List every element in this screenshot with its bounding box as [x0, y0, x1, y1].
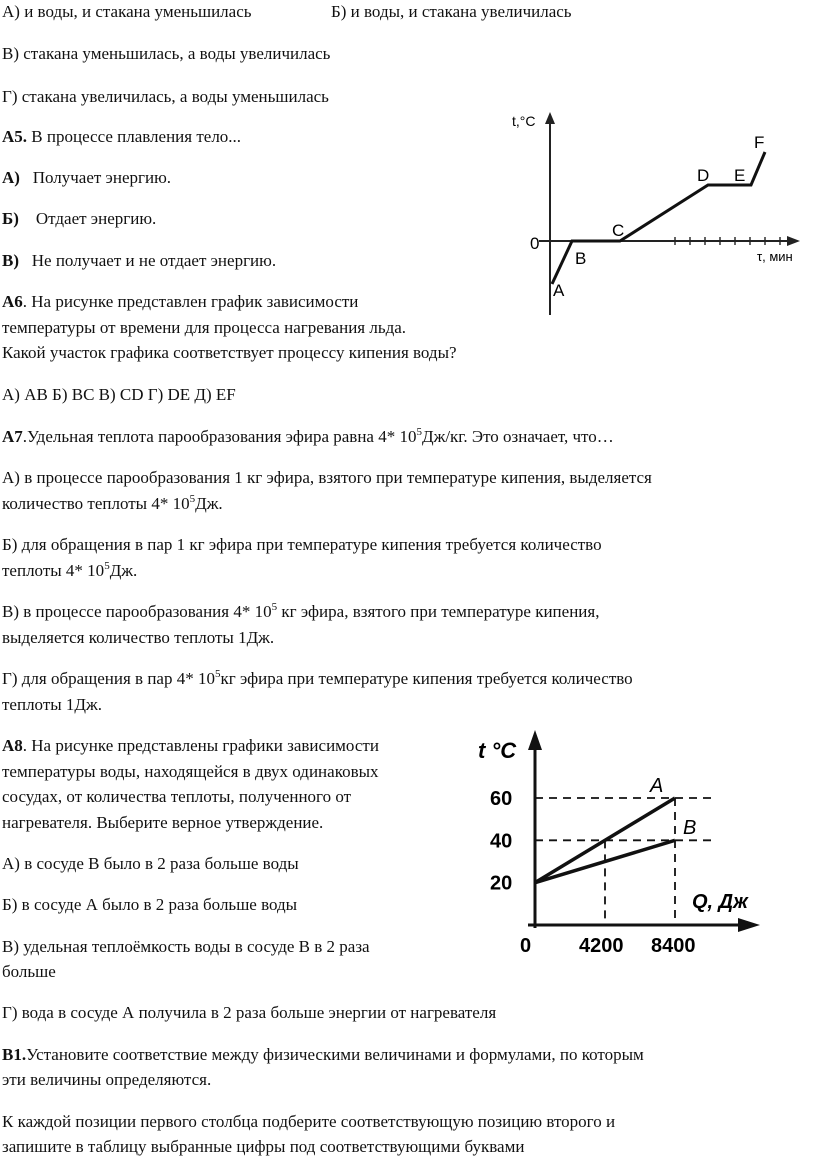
a5-option-text: Получает энергию.: [32, 168, 172, 187]
chart2-y-tick-60: 60: [490, 788, 513, 810]
prev-option-a: А) и воды, и стакана уменьшилась: [2, 2, 252, 21]
a7-option-g-line1: Г) для обращения в пар 4* $10^5кг$ эфира при температуре кипения требуется количество: [2, 668, 633, 688]
a6-line-3: Какой участок графика соответствует процессу кипения воды?: [2, 343, 457, 362]
a5-option-a: [2, 168, 171, 188]
a6-answers: А) АВ Б) ВС В) CD Г) DE Д) EF: [2, 385, 236, 404]
a5-option-b: [2, 209, 156, 229]
chart2-x-tick-4200: 4200: [579, 935, 624, 957]
chart2-x-label: Q, Дж: [692, 891, 748, 913]
a8-option-v-line1: В) удельная теплоёмкость воды в сосуде В в 2 раза: [2, 937, 370, 956]
a5-option-text: Отдает энергию.: [35, 209, 157, 228]
chart2-series-a-label: A: [650, 775, 664, 797]
a8-text: . На рисунке представлены графики зависимости: [22, 736, 379, 755]
a7-option-g-line2: теплоты 1Дж.: [2, 695, 103, 714]
b1-line-2: эти величины определяются.: [2, 1070, 212, 1089]
graph1-point-e: E: [734, 166, 746, 185]
a5-question: [2, 127, 241, 147]
a7-exponent: 5: [416, 426, 422, 438]
a8-line-1: [2, 736, 379, 756]
b1-text: Установите соответствие между физическими величинами и формулами, по которым: [26, 1045, 644, 1064]
a5-option-letter: А): [2, 168, 20, 187]
graph1-y-label: t,°C: [512, 113, 536, 129]
graph1-point-d: D: [697, 166, 710, 185]
chart2-series-b-label: B: [683, 817, 697, 839]
graph1-point-b: B: [575, 249, 587, 268]
a7-label: А7: [2, 427, 23, 446]
a5-text: В процессе плавления тело...: [31, 127, 242, 146]
a7-option-b-line1: Б) для обращения в пар 1 кг эфира при температуре кипения требуется количество: [2, 535, 602, 554]
a7-option-a-line1: А) в процессе парообразования 1 кг эфира, взятого при температуре кипения, выделяется: [2, 468, 652, 487]
a8-line-4: нагревателя. Выберите верное утверждение.: [2, 813, 324, 832]
graph-heating-ice: [512, 110, 810, 320]
a5-option-letter: В): [2, 251, 19, 270]
a6-line-2: температуры от времени для процесса нагревания льда.: [2, 318, 407, 337]
a5-option-v: [2, 251, 276, 271]
a7-option-a-line2: количество теплоты 4* $10^5Дж$.: [2, 493, 223, 513]
chart2-x-tick-8400: 8400: [651, 935, 696, 957]
chart2-y-label: t °C: [478, 738, 517, 763]
a7-text: .Удельная теплота парообразования эфира равна 4* 10: [22, 427, 417, 446]
b1-line-1: [2, 1045, 644, 1065]
b1-label: В1.: [2, 1045, 27, 1064]
graph1-point-a: A: [553, 281, 565, 300]
a8-option-b: Б) в сосуде А было в 2 раза больше воды: [2, 895, 298, 914]
graph1-x-arrow: [787, 236, 800, 246]
b1-line-3: К каждой позиции первого столбца подберите соответствующую позицию второго и: [2, 1112, 616, 1131]
graph1-zero: 0: [530, 234, 540, 253]
a7-option-v-line1: В) в процессе парообразования 4* $10^5$ кг эфира, взятого при температуре кипения,: [2, 601, 600, 621]
prev-option-v: В) стакана уменьшилась, а воды увеличилась: [2, 44, 331, 63]
a7-question: [2, 427, 614, 447]
a7-text-end: Дж/кг. Это означает, что…: [421, 427, 614, 446]
graph1-point-c: C: [612, 221, 625, 240]
a7-option-b-line2: теплоты 4* $10^5Дж$.: [2, 560, 138, 580]
a6-label: А6: [2, 292, 23, 311]
a8-line-3: сосудах, от количества теплоты, полученного от: [2, 787, 352, 806]
b1-line-4: запишите в таблицу выбранные цифры под соответствующими буквами: [2, 1137, 525, 1156]
chart2-y-arrow: [528, 730, 542, 750]
a6-line-1: [2, 292, 358, 312]
a8-line-2: температуры воды, находящейся в двух одинаковых: [2, 762, 379, 781]
a8-option-g: Г) вода в сосуде А получила в 2 раза больше энергии от нагревателя: [2, 1003, 497, 1022]
chart-temperature-vs-heat: [470, 728, 780, 958]
graph1-x-label: τ, мин: [757, 249, 793, 264]
chart2-y-tick-20: 20: [490, 872, 513, 895]
chart2-x-tick-0: 0: [520, 935, 532, 957]
a5-option-text: Не получает и не отдает энергию.: [31, 251, 277, 270]
prev-option-b: Б) и воды, и стакана увеличилась: [331, 2, 572, 21]
prev-option-g: Г) стакана увеличилась, а воды уменьшилась: [2, 87, 329, 106]
a8-option-v-line2: больше: [2, 962, 56, 981]
a8-option-a: А) в сосуде В было в 2 раза больше воды: [2, 854, 299, 873]
chart2-y-tick-40: 40: [490, 830, 513, 853]
a5-option-letter: Б): [2, 209, 19, 228]
a7-option-v-line2: выделяется количество теплоты 1Дж.: [2, 628, 275, 647]
graph1-point-f: F: [754, 133, 765, 152]
chart2-x-arrow: [738, 918, 760, 932]
a8-label: А8: [2, 736, 23, 755]
a5-label: А5.: [2, 127, 28, 146]
a6-text: . На рисунке представлен график зависимости: [22, 292, 359, 311]
graph1-y-arrow: [545, 112, 555, 124]
